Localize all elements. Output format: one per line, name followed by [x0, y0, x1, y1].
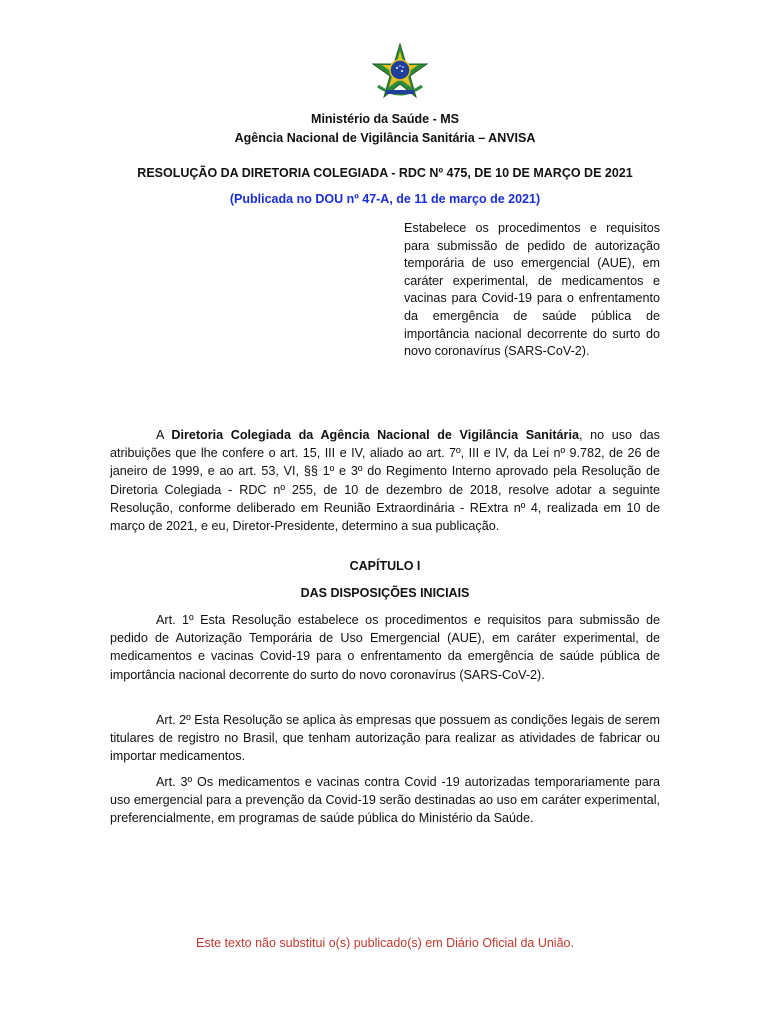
brazil-coat-of-arms-icon: [370, 42, 430, 102]
article-3: [110, 773, 660, 828]
agency-name: Agência Nacional de Vigilância Sanitária – ANVISA: [234, 131, 536, 145]
article-1: [110, 611, 660, 684]
resolution-title: RESOLUÇÃO DA DIRETORIA COLEGIADA - RDC Nº 475, DE 10 DE MARÇO DE 2021: [137, 166, 633, 180]
preamble-rest: , no uso das atribuições que lhe confere o art. 15, III e IV, aliado ao art. 7º, III e IV, da Lei nº 9.782, de 26 de janeiro de 1999, e ao art. 53, VI, §§ 1º e 3º do Regimento Interno aprovado pela Resolução de Diretoria Colegiada - RDC nº 255, de 10 de dezembro de 2018, resolve adotar a seguinte Resolução, conforme deliberado em Reunião Extraordinária - RExtra nº 4, realizada em 10 de março de 2021, e eu, Diretor-Presidente, determino a sua publicação.: [110, 428, 660, 534]
publication-note: (Publicada no DOU nº 47-A, de 11 de março de 2021): [229, 192, 541, 206]
preamble-bold: Diretoria Colegiada da Agência Nacional de Vigilância Sanitária: [171, 428, 579, 442]
header-block: [0, 110, 770, 148]
chapter-number: CAPÍTULO I: [349, 559, 421, 573]
footer-disclaimer: Este texto não substitui o(s) publicado(s) em Diário Oficial da União.: [196, 936, 574, 950]
chapter-title: DAS DISPOSIÇÕES INICIAIS: [300, 586, 470, 600]
article-3-text: Art. 3º Os medicamentos e vacinas contra Covid -19 autorizadas temporariamente para uso emergencial para a prevenção da Covid-19 serão destinadas ao uso em caráter experimental, preferencialmente, em programas de saúde pública do Ministério da Saúde.: [110, 775, 660, 826]
article-2: [110, 711, 660, 766]
article-2-text: Art. 2º Esta Resolução se aplica às empresas que possuem as condições legais de serem titulares de registro no Brasil, que tenham autorização para realizar as atividades de fabricar ou importar medicamentos.: [110, 713, 660, 764]
article-1-text: Art. 1º Esta Resolução estabelece os procedimentos e requisitos para submissão de pedido de Autorização Temporária de Uso Emergencial (AUE), em caráter experimental, de medicamentos e vacinas Covid-19 para o enfrentamento da emergência de saúde pública de importância nacional decorrente do surto do novo coronavírus (SARS-CoV-2).: [110, 613, 660, 682]
preamble: [110, 426, 660, 535]
preamble-lead: A: [156, 428, 172, 442]
ementa: Estabelece os procedimentos e requisitos para submissão de pedido de autorização temporária de uso emergencial (AUE), em caráter experimental, de medicamentos e vacinas para Covid-19 para o enfrentamento da emergência de saúde pública de importância nacional decorrente do surto do novo coronavírus (SARS-CoV-2).: [404, 221, 660, 359]
ministry-name: Ministério da Saúde - MS: [311, 112, 459, 126]
